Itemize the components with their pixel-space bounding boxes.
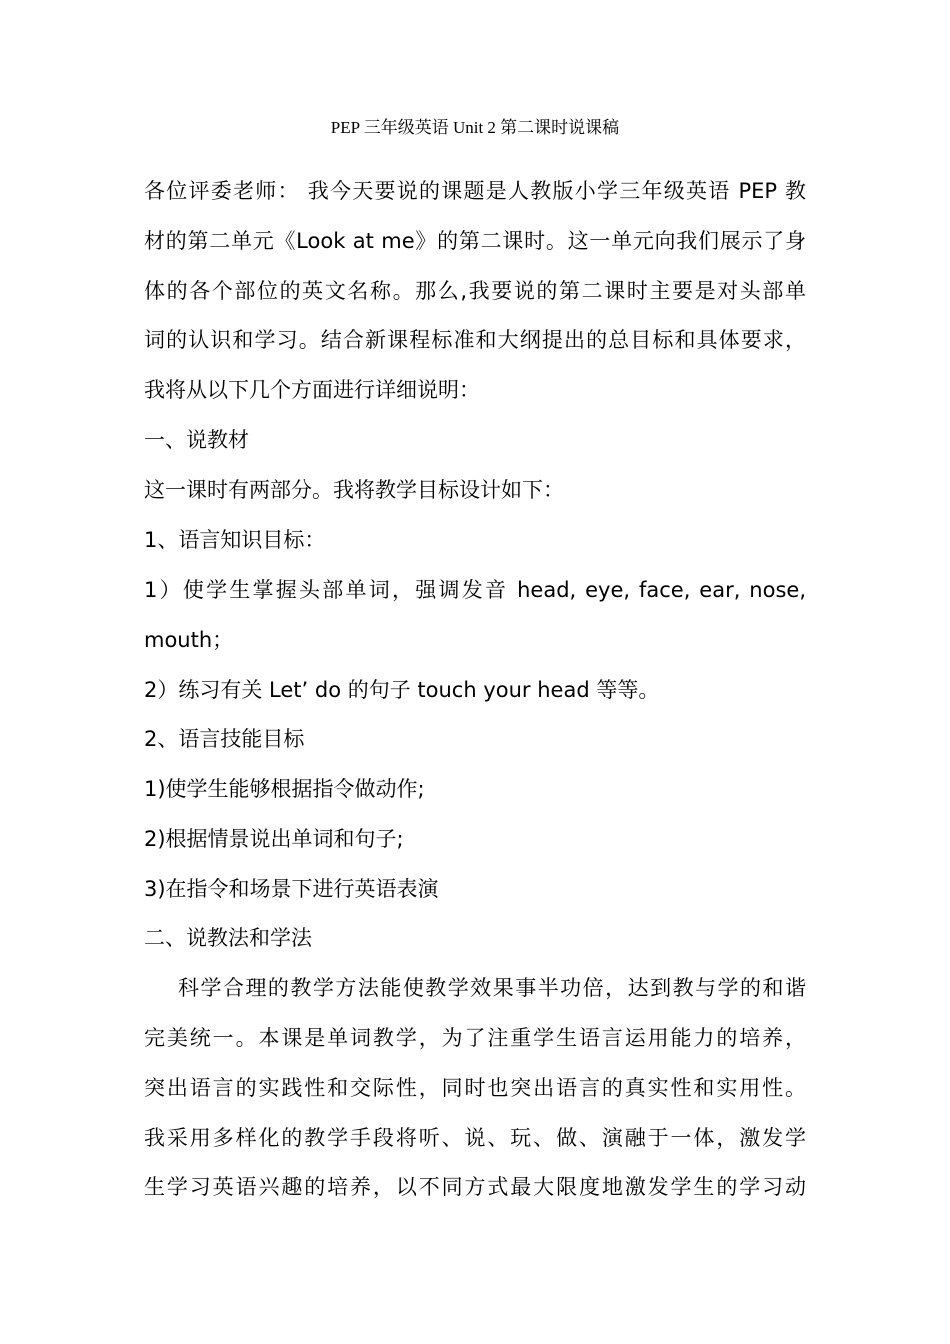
text-line: 2）练习有关 Let’ do 的句子 touch your head 等等。 [144,678,660,702]
text-line: 完美统一。本课是单词教学，为了注重学生语言运用能力的培养， [144,1026,806,1050]
text-line: 生学习英语兴趣的培养，以不同方式最大限度地激发学生的学习动 [144,1175,806,1199]
text-line: 3)在指令和场景下进行英语表演 [144,877,439,901]
section-heading: 二、说教法和学法 [144,926,312,950]
page-title: PEP 三年级英语 Unit 2 第二课时说课稿 [330,118,620,137]
text-line: 2)根据情景说出单词和句子; [144,827,404,851]
text-line: 1)使学生能够根据指令做动作; [144,777,425,801]
text-line: 各位评委老师： 我今天要说的课题是人教版小学三年级英语 PEP 教 [144,179,806,203]
subsection-heading: 1、语言知识目标： [144,528,326,552]
text-line: 科学合理的教学方法能使教学效果事半功倍，达到教与学的和谐 [178,976,806,1000]
text-line: 突出语言的实践性和交际性，同时也突出语言的真实性和实用性。 [144,1076,806,1100]
text-line: 体的各个部位的英文名称。那么,我要说的第二课时主要是对头部单 [144,279,806,303]
text-line: 材的第二单元《Look at me》的第二课时。这一单元向我们展示了身 [144,229,806,253]
text-line: 我将从以下几个方面进行详细说明： [144,378,480,402]
section-heading: 一、说教材 [144,428,249,452]
subsection-heading: 2、语言技能目标 [144,727,305,751]
text-line: mouth； [144,628,234,652]
text-line: 1）使学生掌握头部单词，强调发音 head, eye, face, ear, nose, [144,578,806,602]
text-line: 这一课时有两部分。我将教学目标设计如下： [144,478,564,502]
text-line: 词的认识和学习。结合新课程标准和大纲提出的总目标和具体要求， [144,328,806,352]
text-line: 我采用多样化的教学手段将听、说、玩、做、演融于一体，激发学 [144,1126,806,1150]
